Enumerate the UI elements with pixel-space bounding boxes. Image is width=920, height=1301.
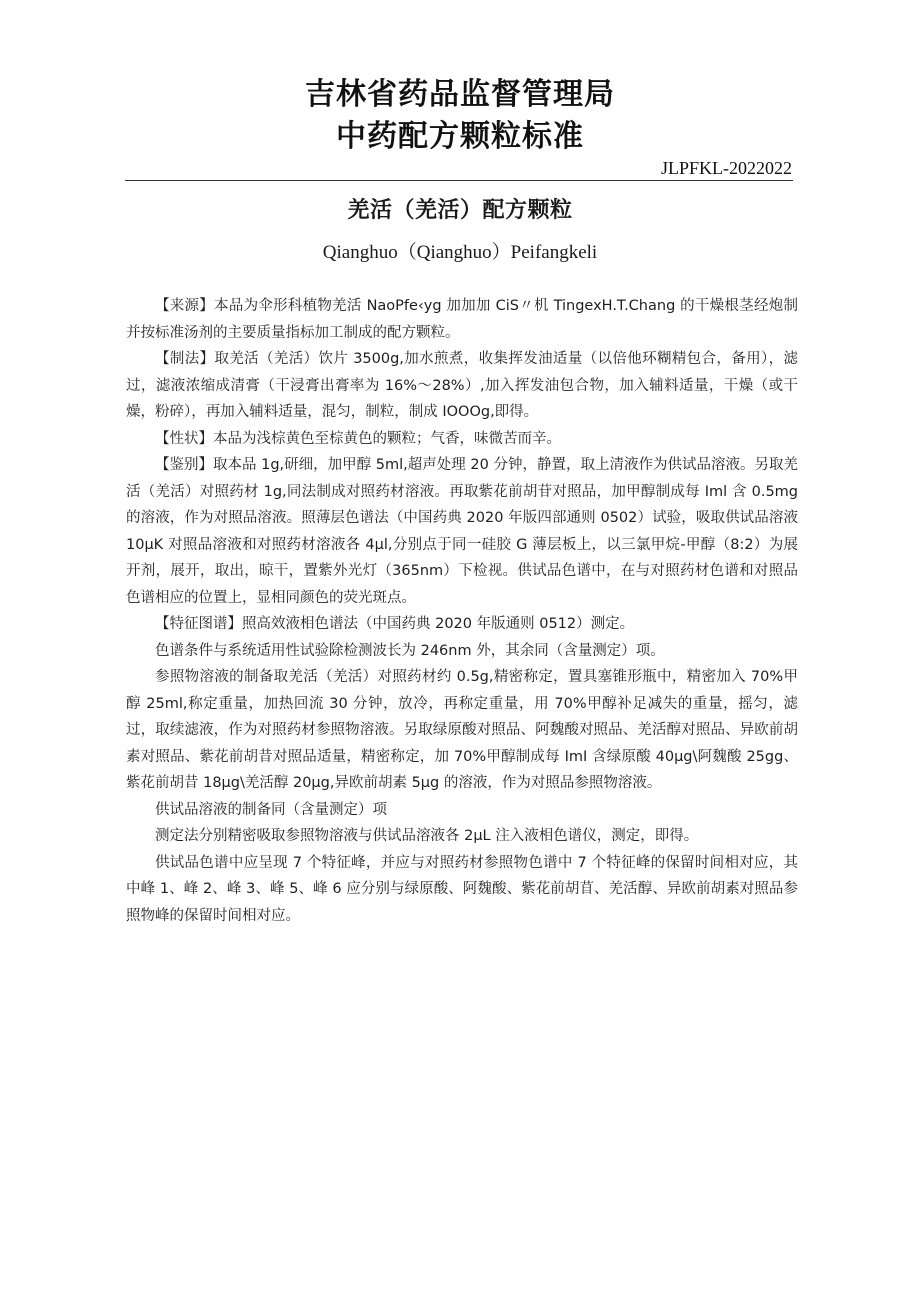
paragraph-procedure: 测定法分别精密吸取参照物溶液与供试品溶液各 2μL 注入液相色谱仪，测定，即得。 — [155, 828, 699, 844]
paragraph-chromatographic-conditions: 色谱条件与系统适用性试验除检测波长为 246nm 外，其余同（含量测定）项。 — [155, 642, 665, 659]
paragraph-fingerprint: 【特征图谱】照高效液相色谱法（中国药典 2020 年版通则 0512）测定。 — [155, 616, 635, 632]
issuing-authority-title: 吉林省药品监督管理局 — [305, 77, 615, 112]
document-body — [126, 293, 798, 929]
product-pinyin-title: Qianghuo（Qianghuo）Peifangkeli — [322, 242, 598, 263]
document-code: JLPFKL-2022022 — [660, 158, 792, 178]
paragraph-reference-solution: 参照物溶液的制备取羌活（羌活）对照药材约 0.5g,精密称定，置具塞锥形瓶中，精密加入 70%甲醇 25ml,称定重量，加热回流 30 分钟，放冷，再称定重量，用 70%甲醇补足减失的重量，摇匀，滤过，取续滤液，作为对照药材参照物溶液。另取绿原酸对照品、阿魏酸对照品、羌活醇对照品、异欧前胡素对照品、紫花前胡昔对照品适量，精密称定，加 70%甲醇制成每 ImI 含绿原酸 40μg\阿魏酸 25gg、紫花前胡昔 18μg\羌活醇 20μg,异欧前胡素 5μg 的溶液，作为对照品参照物溶液。 — [126, 669, 798, 791]
paragraph-test-solution: 供试品溶液的制备同（含量测定）项 — [155, 801, 387, 818]
paragraph-acceptance: 供试品色谱中应呈现 7 个特征峰，并应与对照药材参照物色谱中 7 个特征峰的保留时间相对应，其中峰 1、峰 2、峰 3、峰 5、峰 6 应分别与绿原酸、阿魏酸、紫花前胡苜、羌活醇、异欧前胡素对照品参照物峰的保留时间相对应。 — [126, 854, 798, 924]
paragraph-source: 【来源】本品为伞形科植物羌活 NaoPfe‹yg 加加加 CiS〃机 TingexH.T.Chang 的干燥根茎经炮制并按标准汤剂的主要质量指标加工制成的配方颗粒。 — [126, 298, 798, 341]
paragraph-identification: 【鉴别】取本品 1g,研细，加甲醇 5ml,超声处理 20 分钟，静置，取上清液作为供试品溶液。另取羌活（羌活）对照药材 1g,同法制成对照药材溶液。再取紫花前胡苷对照品，加甲醇制成每 Iml 含 0.5mg 的溶液，作为对照品溶液。照薄层色谱法（中国药典 2020 年版四部通则 0502）试验，吸取供试品溶液 10μK 对照品溶液和对照药材溶液各 4μl,分别点于同一硅胶 G 薄层板上，以三氯甲烷-甲醇（8:2）为展开剂，展开，取出，晾干，置紫外光灯（365nm）下检视。供试品色谱中，在与对照药材色谱和对照品色谱相应的位置上，显相同颜色的荧光斑点。 — [126, 457, 798, 606]
paragraph-description: 【性状】本品为浅棕黄色至棕黄色的颗粒；气香，味微苦而辛。 — [155, 430, 561, 447]
product-title: 羌活（羌活）配方颗粒 — [347, 198, 573, 223]
paragraph-preparation: 【制法】取羌活（羌活）饮片 3500g,加水煎煮，收集挥发油适量（以倍他环糊精包合，备用），滤过，滤液浓缩成清膏（干浸膏出膏率为 16%～28%）,加入挥发油包合物，加入辅料适量，干燥（或干燥，粉碎），再加入辅料适量，混匀，制粒，制成 IOOOg,即得。 — [126, 351, 798, 420]
header-divider — [125, 180, 793, 181]
standard-category-title: 中药配方颗粒标准 — [336, 119, 584, 154]
